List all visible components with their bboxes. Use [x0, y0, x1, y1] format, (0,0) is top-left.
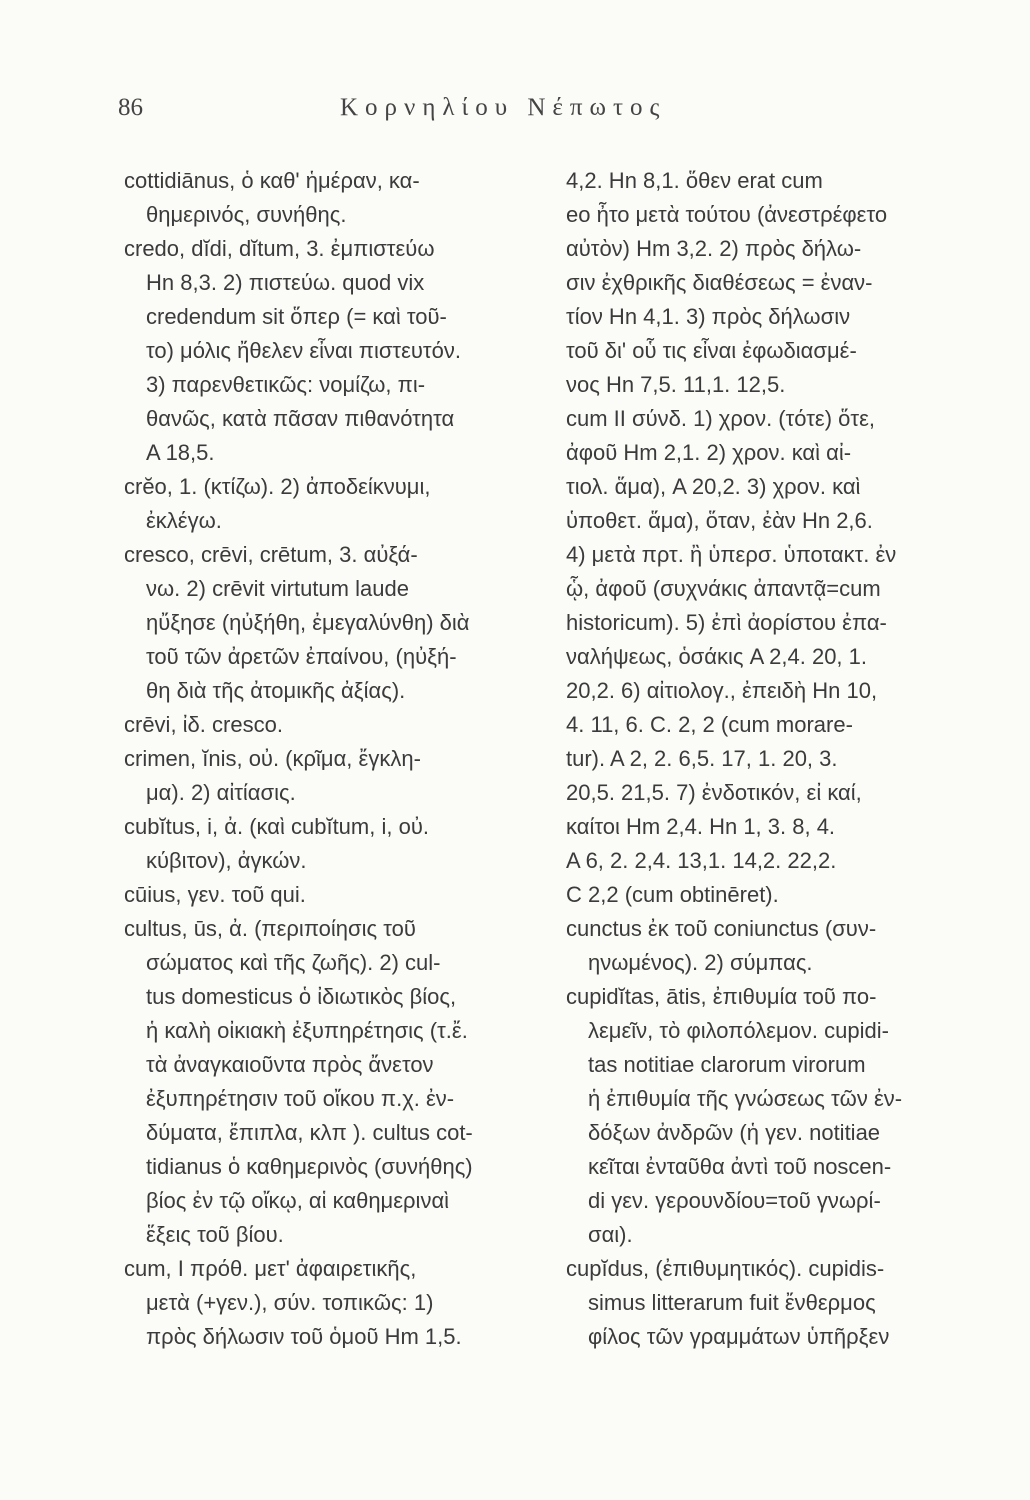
text-line: cresco, crēvi, crētum, 3. αὐξά-: [124, 542, 418, 567]
left-column: [124, 164, 544, 1354]
text-line: τὰ ἀναγκαιοῦντα πρὸς ἄνετον: [146, 1052, 434, 1077]
text-line: πρὸς δήλωσιν τοῦ ὁμοῦ Hm 1,5.: [146, 1324, 462, 1349]
text-line: tas notitiae clarorum virorum: [588, 1052, 866, 1077]
text-line: cunctus ἐκ τοῦ coniunctus (συν-: [566, 916, 877, 941]
text-line: Hn 8,3. 2) πιστεύω. quod vix: [146, 270, 425, 295]
text-line: σώματος καὶ τῆς ζωῆς). 2) cul-: [146, 950, 441, 975]
text-line: δύματα, ἔπιπλα, κλπ ). cultus cot-: [146, 1120, 473, 1145]
text-line: historicum). 5) ἐπὶ ἀορίστου ἐπα-: [566, 610, 887, 635]
text-line: 3) παρενθετικῶς: νομίζω, πι-: [146, 372, 426, 397]
text-line: μετὰ (+γεν.), σύν. τοπικῶς: 1): [146, 1290, 434, 1315]
text-line: 4) μετὰ πρτ. ἢ ὑπερσ. ὑποτακτ. ἐν: [566, 542, 897, 567]
text-line: cupidĭtas, ātis, ἐπιθυμία τοῦ πο-: [566, 984, 877, 1009]
running-title: Κορνηλίου Νέπωτος: [340, 94, 667, 121]
text-line: ἡ καλὴ οἰκιακὴ ἐξυπηρέτησις (τ.ἔ.: [146, 1018, 468, 1043]
text-line: ἡ ἐπιθυμία τῆς γνώσεως τῶν ἐν-: [588, 1086, 903, 1111]
text-line: tur). A 2, 2. 6,5. 17, 1. 20, 3.: [566, 746, 838, 771]
text-line: τοῦ δι' οὗ τις εἶναι ἐφωδιασμέ-: [566, 338, 857, 363]
text-line: C 2,2 (cum obtinēret).: [566, 882, 779, 907]
text-line: eo ἦτο μετὰ τούτου (ἀνεστρέφετο: [566, 202, 888, 227]
text-line: credendum sit ὅπερ (= καὶ τοῦ-: [146, 304, 447, 329]
text-line: crĕo, 1. (κτίζω). 2) ἀποδείκνυμι,: [124, 474, 431, 499]
text-line: ηὔξησε (ηὐξήθη, ἐμεγαλύνθη) διὰ: [146, 610, 470, 635]
text-line: νω. 2) crēvit virtutum laude: [146, 576, 409, 601]
text-line: A 6, 2. 2,4. 13,1. 14,2. 22,2.: [566, 848, 837, 873]
text-line: ναλήψεως, ὁσάκις A 2,4. 20, 1.: [566, 644, 868, 669]
text-line: cupĭdus, (ἐπιθυμητικός). cupidis-: [566, 1256, 885, 1281]
text-line: cum II σύνδ. 1) χρον. (τότε) ὅτε,: [566, 406, 876, 431]
text-line: ᾧ, ἀφοῦ (συχνάκις ἀπαντᾷ=cum: [566, 576, 881, 601]
text-line: κεῖται ἐνταῦθα ἀντὶ τοῦ noscen-: [588, 1154, 892, 1179]
text-line: σιν ἐχθρικῆς διαθέσεως = ἐναν-: [566, 270, 873, 295]
text-line: simus litterarum fuit ἔνθερμος: [588, 1290, 876, 1315]
text-line: cottidiānus, ὁ καθ' ἡμέραν, κα-: [124, 168, 420, 193]
text-line: ἐκλέγω.: [146, 508, 222, 533]
text-line: νος Hn 7,5. 11,1. 12,5.: [566, 372, 786, 397]
text-line: δόξων ἀνδρῶν (ἡ γεν. notitiae: [588, 1120, 881, 1145]
text-line: τιολ. ἅμα), A 20,2. 3) χρον. καὶ: [566, 474, 861, 499]
text-line: τοῦ τῶν ἀρετῶν ἐπαίνου, (ηὐξή-: [146, 644, 457, 669]
page-header: [118, 94, 978, 134]
text-line: crēvi, ἰδ. cresco.: [124, 712, 283, 737]
text-line: cūius, γεν. τοῦ qui.: [124, 882, 306, 907]
text-line: ἐξυπηρέτησιν τοῦ οἴκου π.χ. ἐν-: [146, 1086, 455, 1111]
text-line: A 18,5.: [146, 440, 215, 465]
text-line: θανῶς, κατὰ πᾶσαν πιθανότητα: [146, 406, 455, 431]
text-line: ὑποθετ. ἅμα), ὅταν, ἐὰν Hn 2,6.: [566, 508, 873, 533]
text-line: θημερινός, συνήθης.: [146, 202, 347, 227]
text-line: βίος ἐν τῷ οἴκῳ, αἱ καθημεριναὶ: [146, 1188, 450, 1213]
text-line: ἕξεις τοῦ βίου.: [146, 1222, 284, 1247]
text-line: tidianus ὁ καθημερινὸς (συνήθης): [146, 1154, 473, 1179]
text-line: 20,5. 21,5. 7) ἐνδοτικόν, εἰ καί,: [566, 780, 862, 805]
text-line: αὐτὸν) Hm 3,2. 2) πρὸς δήλω-: [566, 236, 862, 261]
text-line: θη διὰ τῆς ἀτομικῆς ἀξίας).: [146, 678, 406, 703]
text-line: καίτοι Hm 2,4. Hn 1, 3. 8, 4.: [566, 814, 836, 839]
right-column: [566, 164, 986, 1354]
text-line: credo, dĭdi, dĭtum, 3. ἐμπιστεύω: [124, 236, 435, 261]
page-number: 86: [118, 94, 143, 121]
text-line: di γεν. γερουνδίου=τοῦ γνωρί-: [588, 1188, 881, 1213]
text-line: 4,2. Hn 8,1. ὅθεν erat cum: [566, 168, 823, 193]
text-line: cultus, ūs, ἀ. (περιποίησις τοῦ: [124, 916, 416, 941]
text-line: το) μόλις ἤθελεν εἶναι πιστευτόν.: [146, 338, 461, 363]
text-line: τίον Hn 4,1. 3) πρὸς δήλωσιν: [566, 304, 851, 329]
text-line: tus domesticus ὁ ἰδιωτικὸς βίος,: [146, 984, 457, 1009]
text-line: λεμεῖν, τὸ φιλοπόλεμον. cupidi-: [588, 1018, 889, 1043]
text-line: 20,2. 6) αἰτιολογ., ἐπειδὴ Hn 10,: [566, 678, 878, 703]
text-line: σαι).: [588, 1222, 633, 1247]
text-line: φίλος τῶν γραμμάτων ὑπῆρξεν: [588, 1324, 890, 1349]
text-line: 4. 11, 6. C. 2, 2 (cum morare-: [566, 712, 853, 737]
text-line: ἀφοῦ Hm 2,1. 2) χρον. καὶ αἰ-: [566, 440, 852, 465]
text-line: μα). 2) αἰτίασις.: [146, 780, 296, 805]
text-line: ηνωμένος). 2) σύμπας.: [588, 950, 813, 975]
text-line: cum, I πρόθ. μετ' ἀφαιρετικῆς,: [124, 1256, 417, 1281]
text-line: crimen, ĭnis, οὐ. (κρῖμα, ἔγκλη-: [124, 746, 421, 771]
text-line: cubĭtus, i, ἀ. (καὶ cubĭtum, i, οὐ.: [124, 814, 429, 839]
text-line: κύβιτον), ἀγκών.: [146, 848, 307, 873]
